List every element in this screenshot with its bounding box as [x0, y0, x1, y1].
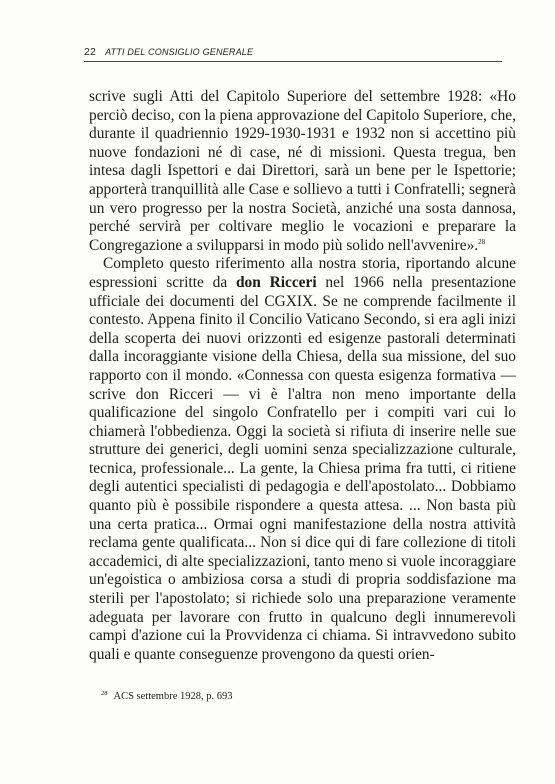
footnote-text: ACS settembre 1928, p. 693 [113, 691, 233, 702]
page-number: 22 [84, 46, 97, 58]
footnote [101, 690, 233, 702]
paragraph-1-text: scrive sugli Atti del Capitolo Superiore del settembre 1928: «Ho perciò deciso, con la piena approvazione del Capitolo Superiore, che, durante il quadriennio 1929-1930-1931 e 1932 non si accettino più nuove fondazioni né di case, né di missioni. Questa tregua, ben intesa dagli Ispettori e dai Direttori, sarà un bene per le Ispettorie; apporterà tranquillità alle Case e sollievo a tutti i Confratelli; segnerà un vero progresso per la nostra Società, anziché una sosta dannosa, perché servirà per coltivare meglio le vocazioni e preparare la Congregazione a svilupparsi in modo più solido nell'avvenire». [89, 88, 516, 254]
paragraph-2-text-a: Completo questo riferimento alla nostra storia, riportando alcune espressioni scritte da [89, 255, 516, 291]
running-header [84, 46, 502, 62]
paragraph-1 [89, 88, 516, 255]
running-title: ATTI DEL CONSIGLIO GENERALE [105, 47, 254, 57]
bold-name: don Ricceri [235, 273, 317, 291]
footnote-mark: 28 [101, 690, 108, 697]
paragraph-2 [89, 255, 516, 664]
body-text [89, 88, 516, 664]
paragraph-2-text-b: nel 1966 nella presentazione ufficiale dei documenti del CGXIX. Se ne comprende facilmente il contesto. Appena finito il Concilio Vaticano Secondo, si era agli inizi della scoperta dei nuovi orizzonti ed esigenze pastorali determinati dalla incoraggiante visione della Chiesa, della sua missione, del suo rapporto con il mondo. «Connessa con questa esigenza formativa — scrive don Ricceri — vi è l'altra non meno importante della qualificazione del singolo Confratello per i compiti vari cui lo chiamerà l'obbedienza. Oggi la società si rifiuta di inserire nelle sue strutture dei generici, degli uomini senza specializzazione culturale, tecnica, professionale... La gente, la Chiesa prima fra tutti, ci ritiene degli autentici specialisti di pedagogia e dell'apostolato... Dobbiamo quanto più è possibile rispondere a questa attesa. ... Non basta più una certa pratica... Ormai ogni manifestazione della nostra attività reclama gente qualificata... Non si dice qui di fare collezione di titoli accademici, di alte specializzazioni, tanto meno si vuole incoraggiare un'egoistica o ambiziosa corsa a studi di propria soddisfazione ma sterili per l'apostolato; si richiede solo una preparazione veramente adeguata per lavorare con frutto in qualcuno degli innumerevoli campi d'azione cui la Provvidenza ci chiama. Si intravvedono subito quali e quante conseguenze provengono da questi orien- [89, 273, 516, 663]
footnote-reference: 28 [478, 237, 486, 246]
